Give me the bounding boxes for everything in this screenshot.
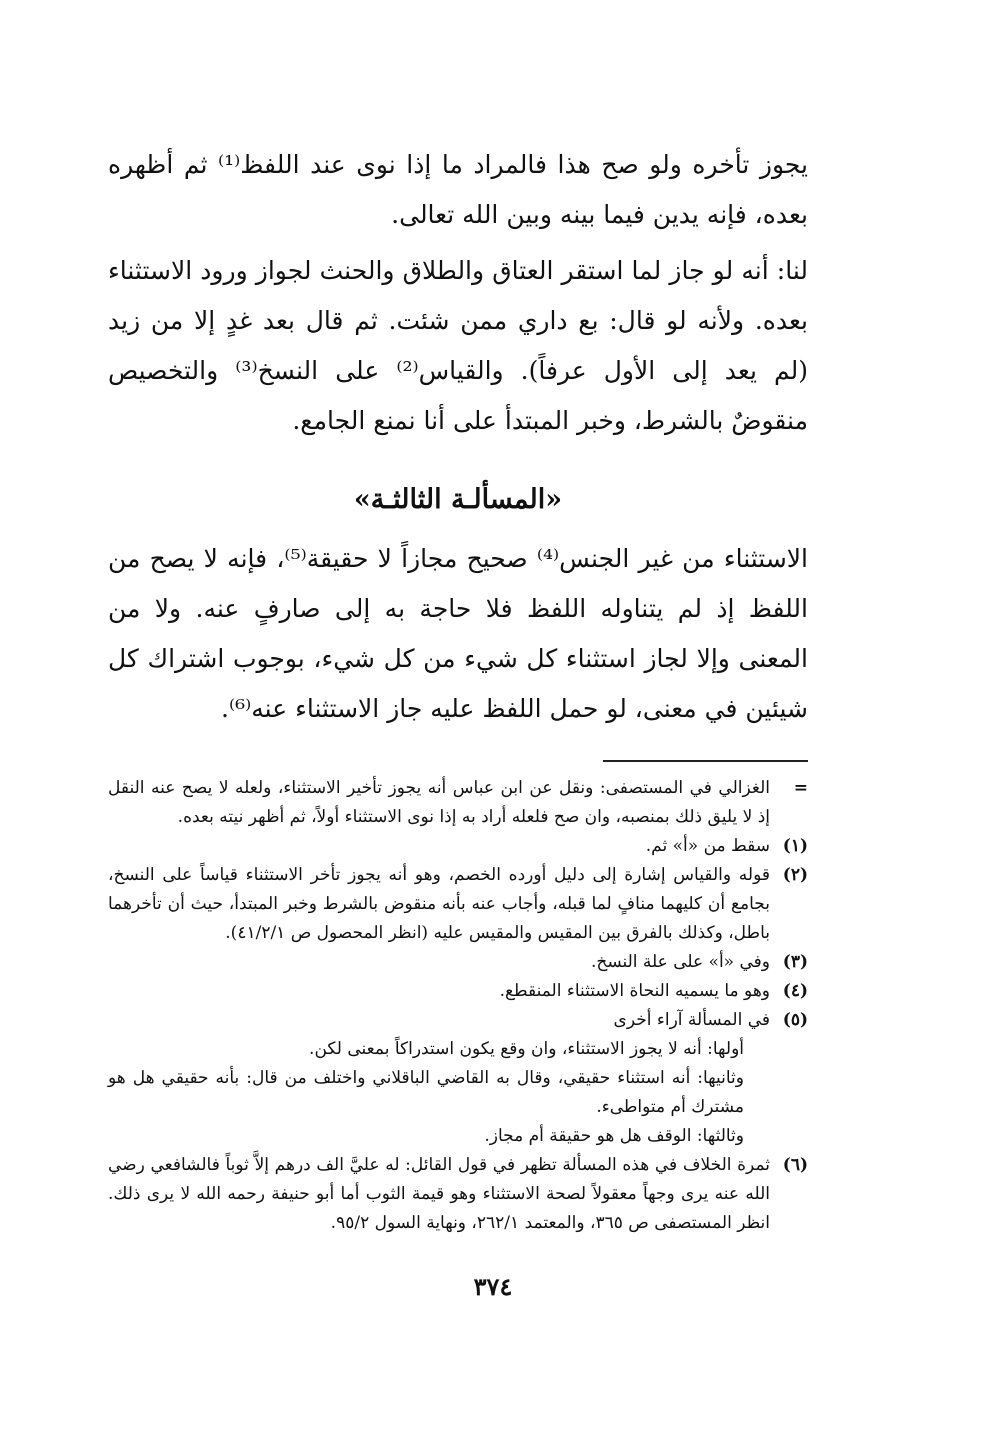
footnote-marker: (٢) xyxy=(782,865,808,885)
footnote-item xyxy=(108,1006,808,1151)
footnote-text: الغزالي في المستصفى: ونقل عن ابن عباس أنه يجوز تأخير الاستثناء، ولعله لا يصح عنه النقل إذ لا يليق ذلك بمنصبه، وان صح فلعله أراد به إذا نوى الاستثناء أولاً، ثم أظهر نيته بعده. xyxy=(108,778,770,827)
footnote-subitem: وثالثها: الوقف هل هو حقيقة أم مجاز. xyxy=(484,1126,744,1146)
footnote-item xyxy=(108,948,808,977)
page-content xyxy=(108,140,808,1238)
footnote-marker: = xyxy=(793,778,808,798)
footnote-marker: (٣) xyxy=(782,952,808,972)
footnote-subitem: أولها: أنه لا يجوز الاستثناء، وان وقع يكون استدراكاً بمعنى لكن. xyxy=(309,1039,744,1059)
section-heading: «المسألـة الثالثـة» xyxy=(353,484,563,515)
footnote-marker: (١) xyxy=(782,836,808,856)
body-paragraph-1: يجوز تأخره ولو صح هذا فالمراد ما إذا نوى عند اللفظ⁽¹⁾ ثم أظهره بعده، فإنه يدين فيما بينه وبين الله تعالى. xyxy=(108,150,809,229)
footnote-marker: (٥) xyxy=(782,1010,808,1030)
footnote-text: ثمرة الخلاف في هذه المسألة تظهر في قول القائل: له عليَّ الف درهم إلاَّ ثوباً فالشافعي رضي الله عنه يرى وجهاً معقولاً لصحة الاستثناء وهو قيمة الثوب أما أبو حنيفة رحمه الله لا يرى ذلك. انظر المستصفى ص ٣٦٥، والمعتمد ٢٦٢/١، ونهاية السول ٩٥/٢. xyxy=(108,1155,770,1233)
footnote-item xyxy=(108,774,808,832)
footnote-sublist xyxy=(108,1035,770,1151)
footnote-text: سقط من «أ» ثم. xyxy=(645,836,770,856)
footnote-item xyxy=(108,861,808,948)
footnote-item xyxy=(108,977,808,1006)
footnote-item xyxy=(108,1151,808,1238)
body-paragraph-2: لنا: أنه لو جاز لما استقر العتاق والطلاق والحنث لجواز ورود الاستثناء بعده. ولأنه لو قال: بع داري ممن شئت. ثم قال بعد غدٍ إلا من زيد (لم يعد إلى الأول عرفاً). والقياس⁽²⁾ على النسخ⁽³⁾ والتخصيص منقوضٌ بالشرط، وخبر المبتدأ على أنا نمنع الجامع. xyxy=(108,256,808,435)
footnote-marker: (٤) xyxy=(782,981,808,1001)
footnote-text: وفي «أ» على علة النسخ. xyxy=(590,952,770,972)
footnote-text: قوله والقياس إشارة إلى دليل أورده الخصم، وهو أنه يجوز تأخر الاستثناء قياساً على النسخ، بجامع أن كليهما منافٍ لما قبله، وأجاب عنه بأنه منقوض بالشرط وخبر المبتدأ، حيث أن تأخرهما باطل، وكذلك بالفرق بين المقيس والمقيس عليه (انظر المحصول ص ٤١/٢/١). xyxy=(108,865,770,943)
footnote-text: وهو ما يسميه النحاة الاستثناء المنقطع. xyxy=(499,981,770,1001)
footnote-marker: (٦) xyxy=(782,1155,808,1175)
footnote-separator xyxy=(603,760,808,762)
body-paragraph-3: الاستثناء من غير الجنس⁽⁴⁾ صحيح مجازاً لا حقيقة⁽⁵⁾، فإنه لا يصح من اللفظ إذ لم يتناوله اللفظ فلا حاجة به إلى صارفٍ عنه. ولا من المعنى وإلا لجاز استثناء كل شيء من كل شيء، بوجوب اشتراك كل شيئين في معنى، لو حمل اللفظ عليه جاز الاستثناء عنه⁽⁶⁾. xyxy=(108,544,808,723)
footnotes-list xyxy=(108,774,808,1238)
page-number: ٣٧٤ xyxy=(473,1272,513,1301)
footnote-subitem: وثانيها: أنه استثناء حقيقي، وقال به القاضي الباقلاني واختلف من قال: بأنه حقيقي هل هو مشترك أم متواطىء. xyxy=(108,1068,744,1117)
footnote-item xyxy=(108,832,808,861)
footnote-text: في المسألة آراء أخرى xyxy=(613,1010,770,1030)
